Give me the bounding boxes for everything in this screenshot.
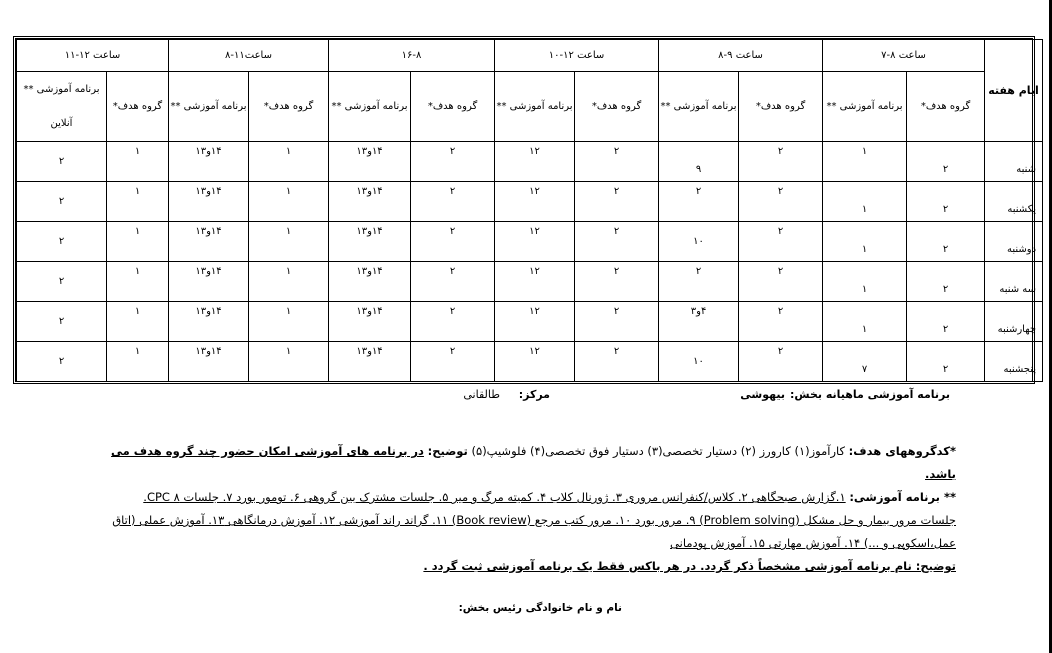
program-cell: ۲	[17, 342, 107, 382]
target-group-cell: ۱	[249, 222, 329, 262]
program-codes-text: ۱.گزارش صبحگاهی ۲. کلاس/کنفرانس مروری ۳. ژورنال کلاب ۴. کمیته مرگ و میر ۵. جلسات مشترک بین گروهی ۶. تومور بورد ۷. جلسات CPC ۸.	[143, 490, 846, 504]
sub-header-program: برنامه آموزشی **	[495, 72, 575, 142]
program-cell: ۴و۳	[659, 302, 739, 342]
program-cell: ۲	[659, 182, 739, 222]
target-group-cell: ۲	[575, 182, 659, 222]
program-cell: ۷	[823, 342, 907, 382]
sub-header-program: برنامه آموزشی **	[329, 72, 411, 142]
program-cell: ۱۰	[659, 222, 739, 262]
target-group-cell: ۲	[575, 142, 659, 182]
table-row	[17, 182, 1043, 222]
day-cell: سه شنبه	[985, 262, 1043, 302]
target-group-cell: ۲	[411, 142, 495, 182]
target-group-cell: ۲	[575, 222, 659, 262]
sub-header-row	[17, 72, 1043, 142]
target-group-cell: ۲	[411, 262, 495, 302]
program-cell: ۲	[17, 182, 107, 222]
program-cell: ۲	[17, 222, 107, 262]
days-header: ایام هفته	[985, 40, 1043, 142]
program-cell: ۱۲	[495, 182, 575, 222]
table-row	[17, 302, 1043, 342]
note-line-4: عمل،اسکوپی و ...) ۱۴. آموزش مهارتی ۱۵. آموزش پودمانی	[670, 536, 956, 550]
explanation-label: توضیح:	[427, 444, 468, 458]
sub-header-target: گروه هدف*	[107, 72, 169, 142]
day-cell: دوشنبه	[985, 222, 1043, 262]
schedule-rows	[17, 142, 1043, 382]
target-group-cell: ۲	[907, 342, 985, 382]
program-codes-label: ** برنامه آموزشی:	[849, 490, 956, 504]
sub-header-program-online	[17, 72, 107, 142]
note-line-2	[86, 486, 956, 509]
notes-block	[86, 440, 956, 578]
table-row	[17, 342, 1043, 382]
table-row	[17, 262, 1043, 302]
program-cell: ۱	[823, 222, 907, 262]
slot-header-5: ساعت۱۱-۸	[169, 40, 329, 72]
explanation-text: در برنامه های آموزشی امکان حضور چند گروه هدف می باشد.	[111, 444, 956, 481]
target-group-cell: ۲	[411, 182, 495, 222]
target-group-cell: ۱	[249, 182, 329, 222]
slot-header-2: ساعت ۹-۸	[659, 40, 823, 72]
sub-header-online: آنلاین	[50, 117, 73, 129]
target-group-cell: ۲	[575, 342, 659, 382]
target-group-cell: ۲	[575, 262, 659, 302]
final-note: توضیح: نام برنامه آموزشی مشخصاً ذکر گردد. در هر باکس فقط یک برنامه آموزشی ثبت گردد .	[423, 559, 956, 573]
target-group-cell: ۱	[107, 222, 169, 262]
program-label: برنامه آموزشی ماهیانه بخش:	[790, 388, 950, 401]
target-group-cell: ۱	[107, 142, 169, 182]
center-value: طالقانی	[463, 388, 500, 401]
program-cell: ۱۲	[495, 142, 575, 182]
target-group-cell: ۲	[739, 302, 823, 342]
program-cell: ۱۴و۱۳	[329, 222, 411, 262]
sub-header-program: برنامه آموزشی **	[23, 83, 100, 95]
target-group-cell: ۱	[249, 262, 329, 302]
day-cell: پنجشنبه	[985, 342, 1043, 382]
target-codes-label: *کدگروههای هدف:	[848, 444, 956, 458]
head-signature-label: نام و نام خانوادگی رئیس بخش:	[458, 602, 622, 614]
target-group-cell: ۲	[907, 222, 985, 262]
target-group-cell: ۱	[107, 182, 169, 222]
program-cell: ۱۰	[659, 342, 739, 382]
table-row	[17, 142, 1043, 182]
slot-header-3: ساعت ۱۲-۱۰	[495, 40, 659, 72]
target-group-cell: ۱	[249, 342, 329, 382]
slot-header-row	[17, 40, 1043, 72]
day-cell: چهارشنبه	[985, 302, 1043, 342]
form-info-line	[200, 384, 950, 404]
program-cell: ۱	[823, 302, 907, 342]
sub-header-target: گروه هدف*	[575, 72, 659, 142]
slot-header-4: ۱۶-۸	[329, 40, 495, 72]
schedule-table-frame	[13, 36, 1039, 384]
target-group-cell: ۲	[739, 342, 823, 382]
program-cell: ۱۴و۱۳	[329, 262, 411, 302]
sub-header-target: گروه هدف*	[907, 72, 985, 142]
note-line-3: جلسات مرور بیمار و حل مشکل (Problem solving) ۹. مرور بورد ۱۰. مرور کتب مرجع (Book review) ۱۱. گراند راند آموزشی ۱۲. آموزش درمانگاهی ۱۳. آموزش عملی (اتاق	[112, 513, 956, 527]
target-group-cell: ۲	[411, 302, 495, 342]
target-group-cell: ۱	[107, 302, 169, 342]
table-row	[17, 222, 1043, 262]
target-group-cell: ۱	[107, 262, 169, 302]
target-group-cell: ۲	[907, 302, 985, 342]
target-group-cell: ۱	[107, 342, 169, 382]
target-group-cell: ۲	[739, 142, 823, 182]
slot-header-6: ساعت ۱۲-۱۱	[17, 40, 169, 72]
note-line-1	[86, 440, 956, 486]
program-cell: ۲	[659, 262, 739, 302]
program-cell: ۱	[823, 262, 907, 302]
slot-header-1: ساعت ۸-۷	[823, 40, 985, 72]
program-cell: ۲	[17, 142, 107, 182]
program-cell: ۱۴و۱۳	[169, 342, 249, 382]
program-cell: ۲	[17, 302, 107, 342]
program-cell: ۱۴و۱۳	[329, 342, 411, 382]
program-cell: ۱	[823, 142, 907, 182]
target-codes-text: کارآموز(۱) کارورز (۲) دستیار تخصصی(۳) دستیار فوق تخصصی(۴) فلوشیپ(۵)	[471, 444, 845, 458]
program-cell: ۱۴و۱۳	[329, 302, 411, 342]
program-cell: ۱۲	[495, 302, 575, 342]
program-cell: ۹	[659, 142, 739, 182]
target-group-cell: ۱	[249, 302, 329, 342]
sub-header-target: گروه هدف*	[739, 72, 823, 142]
sub-header-target: گروه هدف*	[249, 72, 329, 142]
program-cell: ۱۴و۱۳	[329, 142, 411, 182]
center-label: مرکز:	[518, 388, 550, 401]
target-group-cell: ۱	[249, 142, 329, 182]
day-cell: یکشنبه	[985, 182, 1043, 222]
target-group-cell: ۲	[739, 222, 823, 262]
program-cell: ۱۲	[495, 342, 575, 382]
program-cell: ۱۲	[495, 222, 575, 262]
sub-header-target: گروه هدف*	[411, 72, 495, 142]
program-cell: ۱	[823, 182, 907, 222]
sub-header-program: برنامه آموزشی **	[659, 72, 739, 142]
note-line-5	[86, 555, 956, 578]
program-cell: ۲	[17, 262, 107, 302]
program-cell: ۱۴و۱۳	[169, 302, 249, 342]
target-group-cell: ۲	[411, 222, 495, 262]
program-cell: ۱۴و۱۳	[169, 262, 249, 302]
target-group-cell: ۲	[907, 182, 985, 222]
sub-header-program: برنامه آموزشی **	[823, 72, 907, 142]
target-group-cell: ۲	[575, 302, 659, 342]
schedule-table	[16, 39, 1043, 382]
program-cell: ۱۲	[495, 262, 575, 302]
target-group-cell: ۲	[739, 182, 823, 222]
program-cell: ۱۴و۱۳	[169, 142, 249, 182]
target-group-cell: ۲	[411, 342, 495, 382]
program-cell: ۱۴و۱۳	[169, 222, 249, 262]
department-value: بیهوشی	[740, 388, 785, 401]
program-cell: ۱۴و۱۳	[329, 182, 411, 222]
target-group-cell: ۲	[739, 262, 823, 302]
sub-header-program: برنامه آموزشی **	[169, 72, 249, 142]
target-group-cell: ۲	[907, 262, 985, 302]
day-cell: شنبه	[985, 142, 1043, 182]
program-cell: ۱۴و۱۳	[169, 182, 249, 222]
target-group-cell: ۲	[907, 142, 985, 182]
